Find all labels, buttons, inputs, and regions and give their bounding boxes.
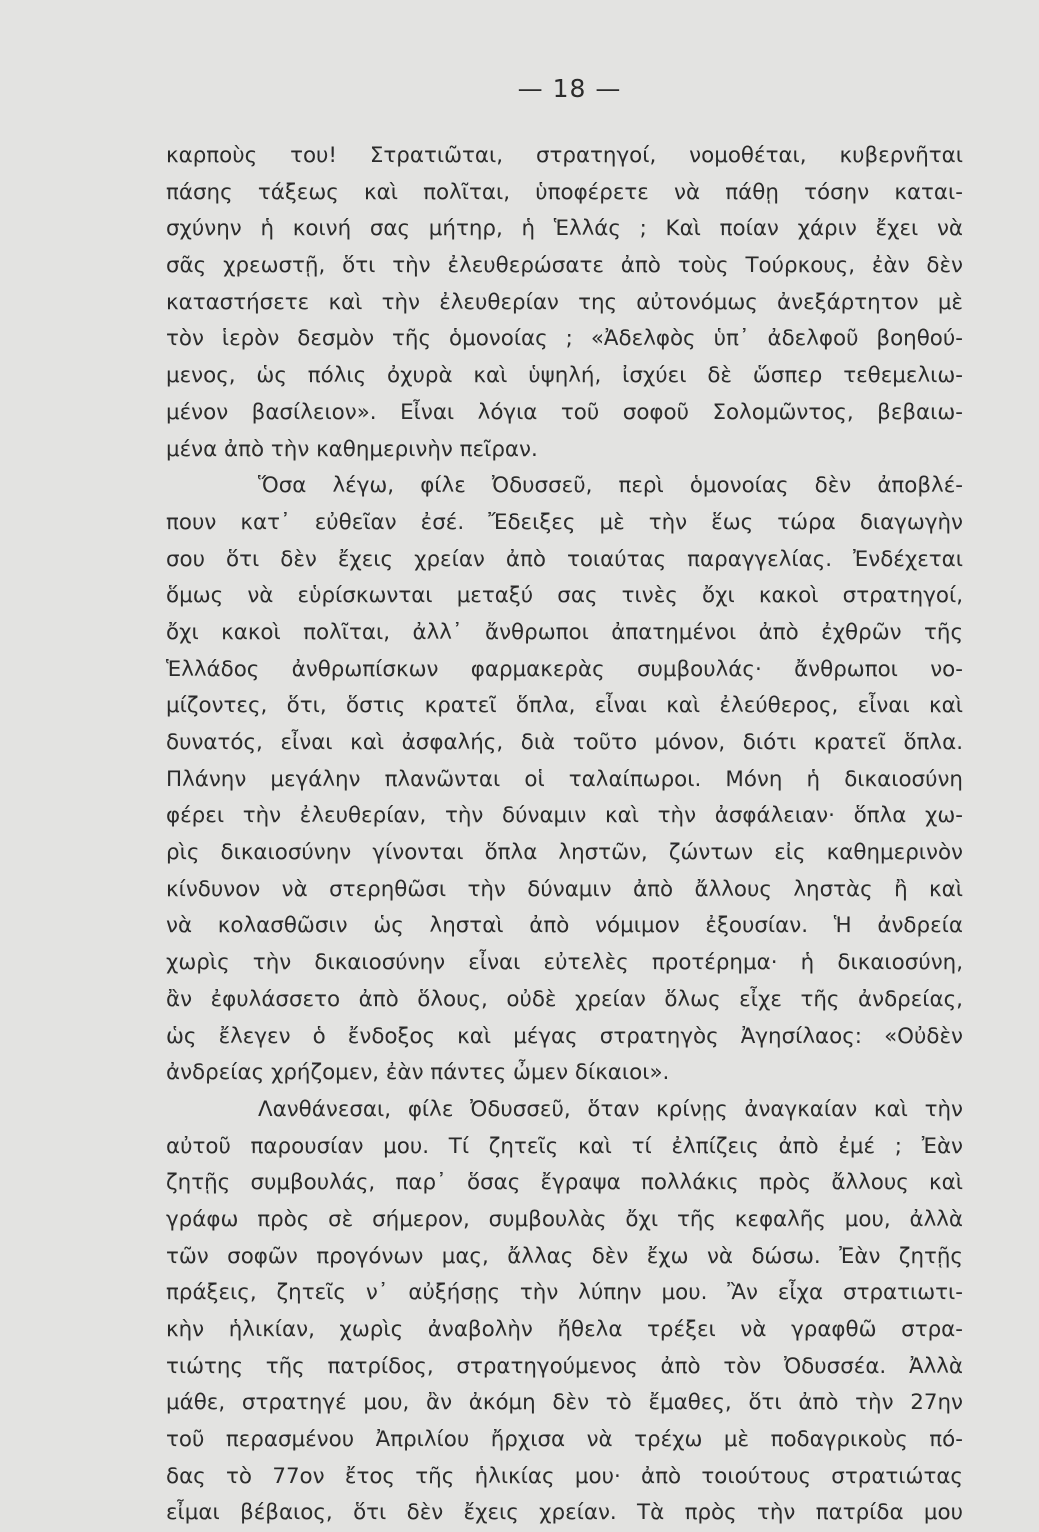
text-line: χωρὶς τὴν δικαιοσύνην εἶναι εὐτελὲς προτέρημα· ἡ δικαιοσύνη, — [166, 950, 963, 976]
text-line: Πλάνην μεγάλην πλανῶνται οἱ ταλαίπωροι. Μόνη ἡ δικαιοσύνη — [166, 766, 963, 792]
text-line: τῶν σοφῶν προγόνων μας, ἄλλας δὲν ἔχω νὰ δώσω. Ἐὰν ζητῇς — [166, 1243, 963, 1269]
text-line: μίζοντες, ὅτι, ὅστις κρατεῖ ὅπλα, εἶναι καὶ ἐλεύθερος, εἶναι καὶ — [166, 693, 963, 719]
text-line: ἂν ἐφυλάσσετο ἀπὸ ὅλους, οὐδὲ χρείαν ὅλως εἶχε τῆς ἀνδρείας, — [166, 986, 963, 1012]
text-line: τοῦ περασμένου Ἀπριλίου ἤρχισα νὰ τρέχω μὲ ποδαγρικοὺς πό- — [166, 1427, 963, 1453]
text-line: δυνατός, εἶναι καὶ ἀσφαλής, διὰ τοῦτο μόνον, διότι κρατεῖ ὅπλα. — [166, 730, 963, 755]
text-line: εἶμαι βέβαιος, ὅτι δὲν ἔχεις χρείαν. Τὰ πρὸς τὴν πατρίδα μου — [166, 1500, 963, 1526]
text-line: Ὅσα λέγω, φίλε Ὀδυσσεῦ, περὶ ὁμονοίας δὲν ἀποβλέ- — [258, 473, 963, 499]
text-line: ὄχι κακοὶ πολῖται, ἀλλ᾽ ἄνθρωποι ἀπατημένοι ἀπὸ ἐχθρῶν τῆς — [166, 619, 963, 645]
text-line: πάσης τάξεως καὶ πολῖται, ὑποφέρετε νὰ πάθῃ τόσην καται- — [166, 179, 963, 205]
text-line: γράφω πρὸς σὲ σήμερον, συμβουλὰς ὄχι τῆς κεφαλῆς μου, ἀλλὰ — [166, 1206, 963, 1232]
text-line: αὐτοῦ παρουσίαν μου. Τί ζητεῖς καὶ τί ἐλπίζεις ἀπὸ ἐμέ ; Ἐὰν — [166, 1133, 963, 1159]
text-line: ὅμως νὰ εὑρίσκωνται μεταξύ σας τινὲς ὄχι κακοὶ στρατηγοί, — [166, 583, 963, 609]
text-line: ρὶς δικαιοσύνην γίνονται ὅπλα ληστῶν, ζώντων εἰς καθημερινὸν — [166, 840, 963, 866]
text-line: νὰ κολασθῶσιν ὡς λησταὶ ἀπὸ νόμιμον ἐξουσίαν. Ἡ ἀνδρεία — [166, 913, 963, 939]
text-line: δας τὸ 77ον ἔτος τῆς ἡλικίας μου· ἀπὸ τοιούτους στρατιώτας — [166, 1463, 963, 1489]
text-line: μένον βασίλειον». Εἶναι λόγια τοῦ σοφοῦ Σολομῶντος, βεβαιω- — [166, 399, 963, 425]
text-line: πράξεις, ζητεῖς ν᾽ αὐξήσῃς τὴν λύπην μου. Ἂν εἶχα στρατιωτι- — [166, 1280, 963, 1306]
text-line: κὴν ἡλικίαν, χωρὶς ἀναβολὴν ἤθελα τρέξει νὰ γραφθῶ στρα- — [166, 1317, 963, 1342]
text-line: σου ὅτι δὲν ἔχεις χρείαν ἀπὸ τοιαύτας παραγγελίας. Ἐνδέχεται — [166, 546, 963, 572]
text-line: τὸν ἱερὸν δεσμὸν τῆς ὁμονοίας ; «Ἀδελφὸς ὑπ᾽ ἀδελφοῦ βοηθού- — [166, 326, 963, 352]
text-line: μένα ἀπὸ τὴν καθημερινὴν πεῖραν. — [166, 436, 538, 462]
text-line: σχύνην ἡ κοινή σας μήτηρ, ἡ Ἑλλάς ; Καὶ ποίαν χάριν ἔχει νὰ — [166, 216, 963, 242]
text-line: πουν κατ᾽ εὐθεῖαν ἐσέ. Ἔδειξες μὲ τὴν ἕως τώρα διαγωγὴν — [166, 509, 963, 535]
text-line: ὡς ἔλεγεν ὁ ἔνδοξος καὶ μέγας στρατηγὸς Ἀγησίλαος: «Οὐδὲν — [166, 1023, 963, 1049]
text-line: μάθε, στρατηγέ μου, ἂν ἀκόμη δὲν τὸ ἔμαθες, ὅτι ἀπὸ τὴν 27ην — [166, 1390, 963, 1416]
page-number: — 18 — — [517, 74, 622, 103]
text-line: μενος, ὡς πόλις ὀχυρὰ καὶ ὑψηλή, ἰσχύει δὲ ὥσπερ τεθεμελιω- — [166, 363, 963, 389]
text-line: ζητῇς συμβουλάς, παρ᾽ ὅσας ἔγραψα πολλάκις πρὸς ἄλλους καὶ — [166, 1170, 963, 1196]
text-line: τιώτης τῆς πατρίδος, στρατηγούμενος ἀπὸ τὸν Ὀδυσσέα. Ἀλλὰ — [166, 1353, 963, 1379]
text-line: Λανθάνεσαι, φίλε Ὀδυσσεῦ, ὅταν κρίνῃς ἀναγκαίαν καὶ τὴν — [258, 1096, 963, 1122]
text-line: φέρει τὴν ἐλευθερίαν, τὴν δύναμιν καὶ τὴν ἀσφάλειαν· ὅπλα χω- — [166, 803, 963, 829]
text-line: Ἑλλάδος ἀνθρωπίσκων φαρμακερὰς συμβουλάς· ἄνθρωποι νο- — [166, 656, 963, 682]
text-line: κίνδυνον νὰ στερηθῶσι τὴν δύναμιν ἀπὸ ἄλλους ληστὰς ἢ καὶ — [166, 876, 963, 902]
text-line: σᾶς χρεωστῇ, ὅτι τὴν ἐλευθερώσατε ἀπὸ τοὺς Τούρκους, ἐὰν δὲν — [166, 253, 963, 279]
text-line: καταστήσετε καὶ τὴν ἐλευθερίαν της αὐτονόμως ἀνεξάρτητον μὲ — [166, 289, 963, 315]
text-line: ἀνδρείας χρήζομεν, ἐὰν πάντες ὦμεν δίκαιοι». — [166, 1060, 670, 1086]
text-line: καρποὺς του! Στρατιῶται, στρατηγοί, νομοθέται, κυβερνῆται — [166, 143, 963, 168]
body-text — [166, 138, 963, 1532]
